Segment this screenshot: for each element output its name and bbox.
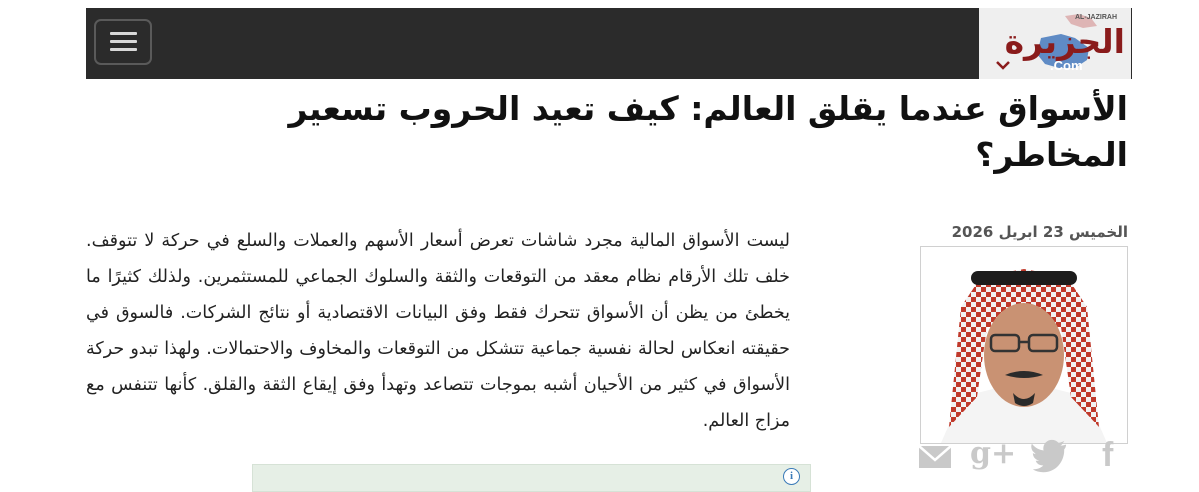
hamburger-menu-icon	[110, 40, 137, 43]
author-portrait-image	[921, 247, 1127, 443]
ad-info-icon[interactable]: i	[783, 468, 800, 485]
author-photo	[920, 246, 1128, 444]
article-date: الخميس 23 ابريل 2026	[951, 223, 1128, 241]
facebook-icon[interactable]: f	[1102, 436, 1114, 474]
hamburger-menu-icon	[110, 32, 137, 35]
email-icon[interactable]	[916, 438, 956, 474]
logo-com-text: .Com	[1050, 58, 1083, 73]
logo-latin-text: AL-JAZIRAH	[1075, 14, 1117, 21]
menu-button[interactable]	[94, 19, 152, 65]
hamburger-menu-icon	[110, 48, 137, 51]
twitter-icon[interactable]	[1030, 438, 1070, 474]
share-bar	[916, 438, 1128, 478]
google-plus-icon[interactable]: g+	[970, 436, 1017, 471]
logo-arabic-text: الجزيرة	[1004, 22, 1125, 61]
site-logo[interactable]	[979, 8, 1131, 79]
top-navigation-bar	[86, 8, 1132, 79]
article-body: ليست الأسواق المالية مجرد شاشات تعرض أسعار الأسهم والعملات والسلع في حركة لا تتوقف. خلف تلك الأرقام نظام معقد من التوقعات والثقة والسلوك الجماعي للمستثمرين. ولذلك كثيرًا ما يخطئ من يظن أن الأسواق تتحرك فقط وفق البيانات الاقتصادية أو نتائج الشركات. فالسوق في حقيقته انعكاس لحالة نفسية جماعية تتشكل من التوقعات والمخاوف والاحتمالات. ولهذا تبدو حركة الأسواق في كثير من الأحيان أشبه بموجات تتصاعد وتهدأ وفق إيقاع الثقة والقلق. كأنها تتنفس مع مزاج العالم.	[86, 231, 790, 431]
article-headline: الأسواق عندما يقلق العالم: كيف تعيد الحروب تسعير المخاطر؟	[288, 89, 1128, 174]
